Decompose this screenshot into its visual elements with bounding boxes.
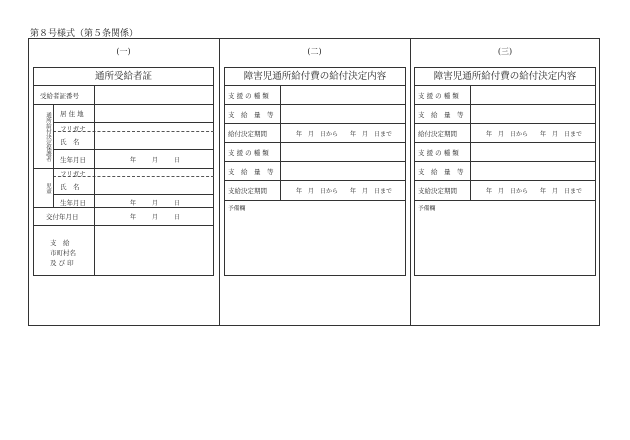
divider	[53, 149, 214, 150]
guardian-birth-year: 年	[130, 157, 137, 164]
divider	[53, 104, 54, 207]
issue-month: 月	[152, 214, 159, 221]
issue-date-label: 交付年月日	[46, 213, 79, 221]
divider	[224, 123, 406, 124]
divider	[53, 122, 214, 123]
divider	[94, 86, 95, 276]
cert-number-label: 受給者証番号	[40, 92, 79, 100]
issue-year: 年	[130, 214, 137, 221]
divider	[33, 207, 214, 208]
decision-period-label: 給付決定期間	[418, 130, 457, 138]
guardian-birth-label: 生年月日	[60, 156, 86, 164]
decision-title-3: 障害児通所給付費の給付決定内容	[415, 68, 595, 86]
child-birth-year: 年	[130, 200, 137, 207]
issuer-line: 及 び 印	[50, 259, 74, 267]
child-birth-day: 日	[174, 200, 181, 207]
guardian-furigana-label: フリガナ	[60, 125, 86, 133]
child-furigana-label: フリガナ	[60, 170, 86, 178]
divider	[414, 180, 596, 181]
form-number: 第８号様式（第５条関係）	[30, 29, 139, 39]
divider	[224, 104, 406, 105]
supply-amount-label: 支 給 量 等	[418, 168, 464, 176]
child-birth-month: 月	[152, 200, 159, 207]
certificate-title: 通所受給者証	[34, 68, 213, 86]
divider	[414, 142, 596, 143]
column-divider	[410, 38, 411, 326]
guardian-birth-month: 月	[152, 157, 159, 164]
child-birth-label: 生年月日	[60, 199, 86, 207]
decision-title-2: 障害児通所給付費の給付決定内容	[225, 68, 405, 86]
divider	[414, 200, 596, 201]
divider	[33, 225, 214, 226]
divider	[53, 194, 214, 195]
divider	[414, 123, 596, 124]
guardian-group-label: 通所給付決定保護者	[45, 112, 51, 162]
column-divider	[219, 38, 220, 326]
column-heading-3: (三)	[497, 47, 513, 56]
decision-period-label: 給付決定期間	[228, 130, 267, 138]
issuer-label	[50, 238, 76, 268]
issuer-line: 支 給	[50, 239, 70, 247]
support-kind-label: 支 援 の 種 類	[418, 149, 459, 157]
guardian-birth-day: 日	[174, 157, 181, 164]
divider	[224, 142, 406, 143]
guardian-address-label: 居 住 地	[60, 110, 84, 118]
decision-period-value: 年 月 日から 年 月 日まで	[296, 131, 393, 138]
column-heading-2: (二)	[307, 47, 322, 56]
divider	[224, 180, 406, 181]
supply-period-value: 年 月 日から 年 月 日まで	[486, 188, 583, 195]
decision-period-value: 年 月 日から 年 月 日まで	[486, 131, 583, 138]
divider	[33, 104, 214, 105]
divider	[224, 200, 406, 201]
supply-amount-label: 支 給 量 等	[228, 111, 274, 119]
supply-amount-label: 支 給 量 等	[228, 168, 274, 176]
divider	[224, 161, 406, 162]
guardian-name-label: 氏 名	[60, 138, 80, 146]
supply-amount-label: 支 給 量 等	[418, 111, 464, 119]
issuer-line: 市町村名	[50, 249, 76, 257]
remarks-label: 予備欄	[228, 206, 246, 212]
divider	[414, 104, 596, 105]
support-kind-label: 支 援 の 種 類	[228, 92, 269, 100]
supply-period-label: 支給決定期間	[418, 187, 457, 195]
issue-day: 日	[174, 214, 181, 221]
supply-period-value: 年 月 日から 年 月 日まで	[296, 188, 393, 195]
support-kind-label: 支 援 の 種 類	[228, 149, 269, 157]
divider	[414, 161, 596, 162]
child-name-label: 氏 名	[60, 183, 80, 191]
support-kind-label: 支 援 の 種 類	[418, 92, 459, 100]
supply-period-label: 支給決定期間	[228, 187, 267, 195]
remarks-label: 予備欄	[418, 206, 436, 212]
column-heading-1: (一)	[116, 47, 131, 56]
child-group-label: 児童	[45, 182, 51, 194]
